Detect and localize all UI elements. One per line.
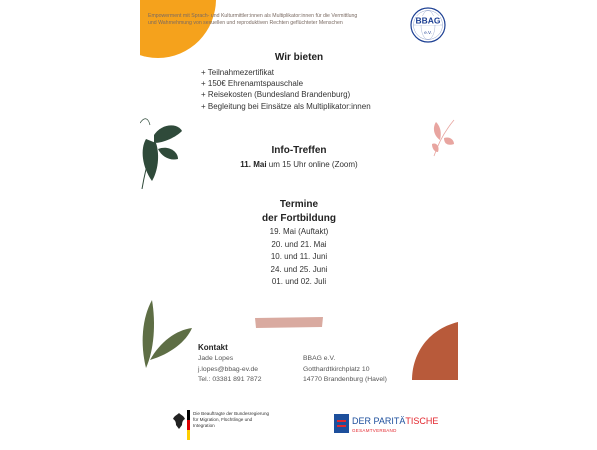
paritaet-name <box>352 416 438 426</box>
bbag-logo-sub: e.V. <box>424 30 432 35</box>
paritaet-name-post: TISCHE <box>405 416 439 426</box>
flyer-page <box>140 0 458 450</box>
offer-item: + Reisekosten (Bundesland Brandenburg) <box>201 90 351 100</box>
contact-person <box>198 354 262 386</box>
info-rest: um 15 Uhr online (Zoom) <box>266 160 358 169</box>
offer-item: + Teilnahmezertifikat <box>201 68 274 77</box>
info-line <box>140 160 458 169</box>
paritaet-logo <box>334 414 444 436</box>
gov-logo <box>172 410 282 442</box>
bbag-logo-text: BBAG <box>415 15 441 26</box>
date-item: 01. und 02. Juli <box>271 277 327 286</box>
info-date: 11. Mai <box>240 160 267 169</box>
gov-line: Integration <box>193 423 215 428</box>
offer-item: + Begleitung bei Einsätze als Multiplikator:innen <box>201 101 371 111</box>
offer-title: Wir bieten <box>274 52 324 63</box>
contact-org <box>303 354 387 386</box>
header-subtitle: Empowerment mit Sprach- und Kulturmittler:innen als Multiplikator:innen für die Vermittlung und Wahrnehmung von sexuellen und reproduktiven Rechten geflüchteter Menschen <box>148 13 358 26</box>
offer-section <box>140 52 458 64</box>
offer-list <box>201 67 371 112</box>
terracotta-shape-decoration <box>412 322 458 380</box>
org-street: Gotthardtkirchplatz 10 <box>303 365 370 373</box>
contact-title: Kontakt <box>198 343 228 352</box>
date-item: 20. und 21. Mai <box>271 239 327 249</box>
gov-line: für Migration, Flüchtlinge und <box>193 417 253 422</box>
info-section <box>140 145 458 169</box>
date-item: 10. und 11. Juni <box>270 252 328 261</box>
contact-name: Jade Lopes <box>198 355 234 362</box>
brush-stroke-decoration <box>254 315 324 329</box>
olive-leaf-decoration <box>140 298 192 370</box>
bbag-logo <box>410 7 446 43</box>
dates-title-line1: Termine <box>279 199 319 210</box>
date-item: 24. und 25. Juni <box>270 264 328 274</box>
info-title: Info-Treffen <box>271 145 327 156</box>
paritaet-name-pre: DER PARITÄ <box>352 416 406 426</box>
orange-blob-decoration <box>140 0 216 58</box>
offer-item: + 150€ Ehrenamtspauschale <box>201 79 304 89</box>
contact-phone[interactable]: Tel.: 03381 891 7872 <box>198 376 262 384</box>
dates-list <box>140 226 458 289</box>
paritaet-sub: GESAMTVERBAND <box>352 428 397 433</box>
dates-title-line2: der Fortbildung <box>262 213 336 224</box>
flag-stripe <box>187 410 190 440</box>
paritaet-mark-icon <box>334 414 349 433</box>
contact-email[interactable]: j.lopes@bbag-ev.de <box>198 365 259 373</box>
gov-text <box>193 411 269 429</box>
org-city: 14770 Brandenburg (Havel) <box>303 376 387 384</box>
eagle-icon <box>172 412 186 430</box>
org-name: BBAG e.V. <box>303 355 336 362</box>
dates-section <box>140 199 458 289</box>
date-item: 19. Mai (Auftakt) <box>269 227 329 236</box>
gov-line: Die Beauftragte der Bundesregierung <box>193 411 270 416</box>
